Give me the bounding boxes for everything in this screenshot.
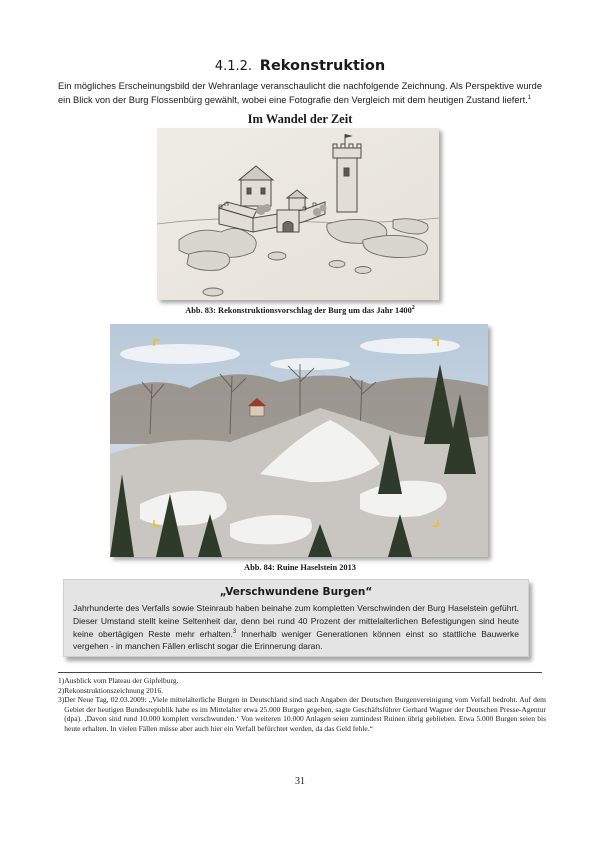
footnotes (58, 676, 546, 734)
info-box-title: „Verschwundene Burgen“ (219, 586, 373, 598)
footnote-number: 1) (58, 676, 65, 685)
figure-83-caption-text: Abb. 83: Rekonstruktionsvorschlag der Burg um das Jahr 1400 (185, 306, 412, 315)
footnote-number: 3) (58, 695, 65, 705)
reconstruction-sketch-image (157, 128, 439, 300)
ruin-photograph-image (110, 324, 488, 557)
footnote-ref: 1 (527, 94, 532, 101)
figure-group-heading: Im Wandel der Zeit (247, 112, 353, 126)
footnote-ref: 2 (411, 305, 415, 312)
info-box-text-part2: Innerhalb weniger Generationen können einst so stattliche Bauwerke vergehen - in manchen Fällen erlischt sogar die Erinnerung daran. (73, 628, 519, 652)
footnote-2 (58, 686, 546, 696)
info-box-text (73, 602, 519, 653)
info-box (63, 579, 529, 657)
info-box-text-part1: Jahrhunderte des Verfalls sowie Steinraub haben beinahe zum kompletten Verschwinden der Burg Haselstein geführt. Dieser Umstand stellt keine Seltenheit dar, denn bei rund 40 Prozent der mittelalterlichen Befestigungen sind heute keine obertägigen Reste mehr erhalten. (73, 603, 519, 639)
section-number: 4.1.2. (214, 59, 253, 74)
footnote-1 (58, 676, 546, 686)
footnote-text: Der Neue Tag, 02.03.2009: „Viele mittelalterliche Burgen in Deutschland sind nach Angaben der Deutschen Burgenvereinigung vom Verfall bedroht. Auf dem Gebiet der heutigen Bundesrepublik habe es im Mittelalter etwa 25.000 Burgen gegeben, sagte Geschäftsführer Gerhard Wagner der Deutschen Presse-Agentur (dpa). ‚Davon sind rund 10.000 komplett verschwunden.‘ Von weiteren 10.000 Anlagen seien zumindest Ruinen übrig geblieben. Etwa 5.000 Burgen seien bis heute erhalten. In vielen Fällen müsse aber auch hier ein Verfall befürchtet werden, da das Geld fehle.“ (64, 695, 546, 733)
footnote-3 (58, 695, 546, 733)
footnote-text: Rekonstruktionszeichnung 2016. (64, 685, 163, 695)
intro-text: Ein mögliches Erscheinungsbild der Wehranlage veranschaulicht die nachfolgende Zeichnung. Als Perspektive wurde ein Blick von der Burg Flossenbürg gewählt, wobei eine Fotografie den Vergleich mit dem heutigen Zustand liefert. (58, 81, 542, 105)
intro-paragraph (58, 80, 542, 107)
section-title: Rekonstruktion (259, 58, 386, 74)
figure-84-caption: Abb. 84: Ruine Haselstein 2013 (244, 563, 356, 572)
figure-83-caption (0, 306, 600, 315)
ruin-photo-drawing (110, 324, 488, 557)
footnote-ref: 3 (232, 628, 237, 635)
footnote-divider (58, 672, 542, 673)
section-heading (0, 58, 600, 75)
castle-sketch-drawing (157, 128, 439, 300)
page-number: 31 (295, 776, 305, 787)
footnote-number: 2) (58, 685, 65, 695)
footnote-text: Ausblick vom Plateau der Gipfelburg. (64, 676, 179, 685)
